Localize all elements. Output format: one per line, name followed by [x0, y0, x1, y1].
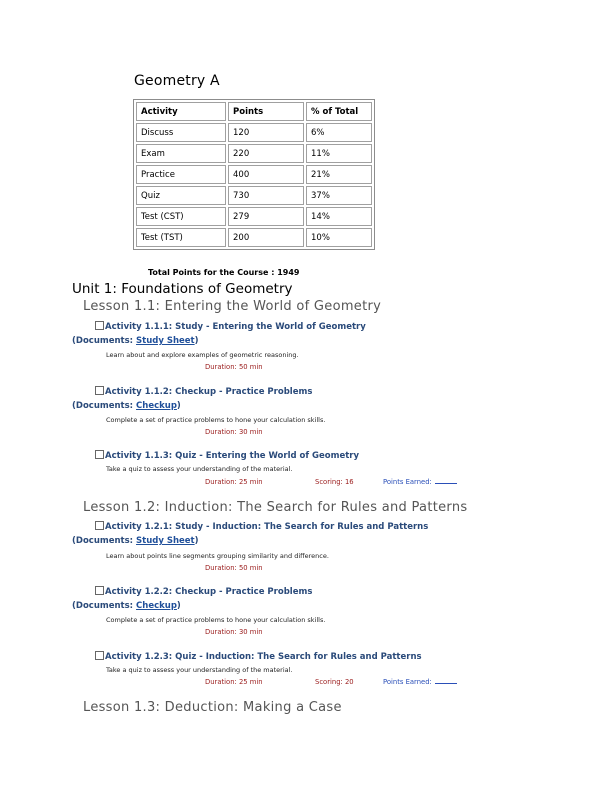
table-cell: Quiz: [136, 186, 226, 205]
page-title: Geometry A: [134, 73, 220, 89]
documents-suffix: ): [194, 336, 199, 346]
documents-line: [72, 536, 199, 546]
activity-description: Learn about and explore examples of geometric reasoning.: [106, 351, 299, 359]
activity-title-text: Activity 1.2.3: Quiz - Induction: The Search for Rules and Patterns: [105, 652, 422, 662]
checkbox-icon[interactable]: [95, 386, 104, 395]
activity-description: Take a quiz to assess your understanding of the material.: [106, 465, 293, 473]
table-row: [136, 207, 372, 226]
table-cell: 730: [228, 186, 304, 205]
lesson-title: Lesson 1.2: Induction: The Search for Rules and Patterns: [83, 500, 468, 515]
unit-title: Unit 1: Foundations of Geometry: [72, 281, 293, 297]
table-cell: 200: [228, 228, 304, 247]
checkbox-icon[interactable]: [95, 651, 104, 660]
table-cell: 14%: [306, 207, 372, 226]
points-earned-blank: [435, 683, 457, 684]
points-earned-label: Points Earned:: [383, 678, 432, 686]
table-row: [136, 165, 372, 184]
activity-description: Complete a set of practice problems to hone your calculation skills.: [106, 616, 326, 624]
table-cell: 279: [228, 207, 304, 226]
activity-title-text: Activity 1.1.3: Quiz - Entering the World of Geometry: [105, 451, 360, 461]
activity-duration: Duration: 25 min: [205, 478, 263, 486]
documents-suffix: ): [176, 401, 181, 411]
table-cell: 11%: [306, 144, 372, 163]
activity-description: Learn about points line segments grouping similarity and difference.: [106, 552, 329, 560]
activity-description: Take a quiz to assess your understanding of the material.: [106, 666, 293, 674]
activity-scoring: Scoring: 16: [315, 478, 354, 486]
checkup-link[interactable]: Checkup: [136, 601, 177, 611]
activity-title-text: Activity 1.1.2: Checkup - Practice Problems: [105, 387, 313, 397]
table-cell: Test (TST): [136, 228, 226, 247]
activity-description: Complete a set of practice problems to hone your calculation skills.: [106, 416, 326, 424]
points-earned: [383, 678, 457, 686]
documents-prefix: (Documents:: [72, 601, 137, 611]
table-cell: 37%: [306, 186, 372, 205]
activity-duration: Duration: 25 min: [205, 678, 263, 686]
documents-suffix: ): [176, 601, 181, 611]
lesson-title: Lesson 1.3: Deduction: Making a Case: [83, 700, 342, 715]
documents-line: [72, 401, 181, 411]
activity-title-text: Activity 1.1.1: Study - Entering the World of Geometry: [105, 322, 366, 332]
activity-title[interactable]: [95, 450, 359, 461]
table-row: [136, 144, 372, 163]
column-header: Activity: [136, 102, 226, 121]
column-header: % of Total: [306, 102, 372, 121]
table-header-row: [136, 102, 372, 121]
study-sheet-link[interactable]: Study Sheet: [136, 536, 195, 546]
checkbox-icon[interactable]: [95, 321, 104, 330]
documents-line: [72, 336, 199, 346]
table-cell: Practice: [136, 165, 226, 184]
documents-prefix: (Documents:: [72, 536, 137, 546]
activity-title[interactable]: [95, 651, 422, 662]
activity-title[interactable]: [95, 586, 312, 597]
points-table: [133, 99, 375, 250]
checkbox-icon[interactable]: [95, 521, 104, 530]
activity-duration: Duration: 50 min: [205, 564, 263, 572]
points-earned-blank: [435, 483, 457, 484]
documents-prefix: (Documents:: [72, 336, 137, 346]
table-cell: Exam: [136, 144, 226, 163]
checkbox-icon[interactable]: [95, 586, 104, 595]
activity-title[interactable]: [95, 521, 428, 532]
activity-title[interactable]: [95, 321, 366, 332]
points-earned-label: Points Earned:: [383, 478, 432, 486]
activity-duration: Duration: 30 min: [205, 428, 263, 436]
activity-title-text: Activity 1.2.1: Study - Induction: The Search for Rules and Patterns: [105, 522, 429, 532]
activity-scoring: Scoring: 20: [315, 678, 354, 686]
table-cell: 21%: [306, 165, 372, 184]
table-cell: Discuss: [136, 123, 226, 142]
activity-title-text: Activity 1.2.2: Checkup - Practice Problems: [105, 587, 313, 597]
documents-suffix: ): [194, 536, 199, 546]
table-cell: 220: [228, 144, 304, 163]
checkup-link[interactable]: Checkup: [136, 401, 177, 411]
table-cell: 6%: [306, 123, 372, 142]
table-cell: 120: [228, 123, 304, 142]
table-row: [136, 186, 372, 205]
points-earned: [383, 478, 457, 486]
column-header: Points: [228, 102, 304, 121]
documents-line: [72, 601, 181, 611]
documents-prefix: (Documents:: [72, 401, 137, 411]
checkbox-icon[interactable]: [95, 450, 104, 459]
study-sheet-link[interactable]: Study Sheet: [136, 336, 195, 346]
lesson-title: Lesson 1.1: Entering the World of Geometry: [83, 299, 382, 314]
activity-duration: Duration: 50 min: [205, 363, 263, 371]
table-cell: Test (CST): [136, 207, 226, 226]
activity-duration: Duration: 30 min: [205, 628, 263, 636]
total-points: Total Points for the Course : 1949: [148, 268, 300, 277]
activity-title[interactable]: [95, 386, 312, 397]
table-cell: 10%: [306, 228, 372, 247]
table-cell: 400: [228, 165, 304, 184]
table-row: [136, 228, 372, 247]
table-row: [136, 123, 372, 142]
